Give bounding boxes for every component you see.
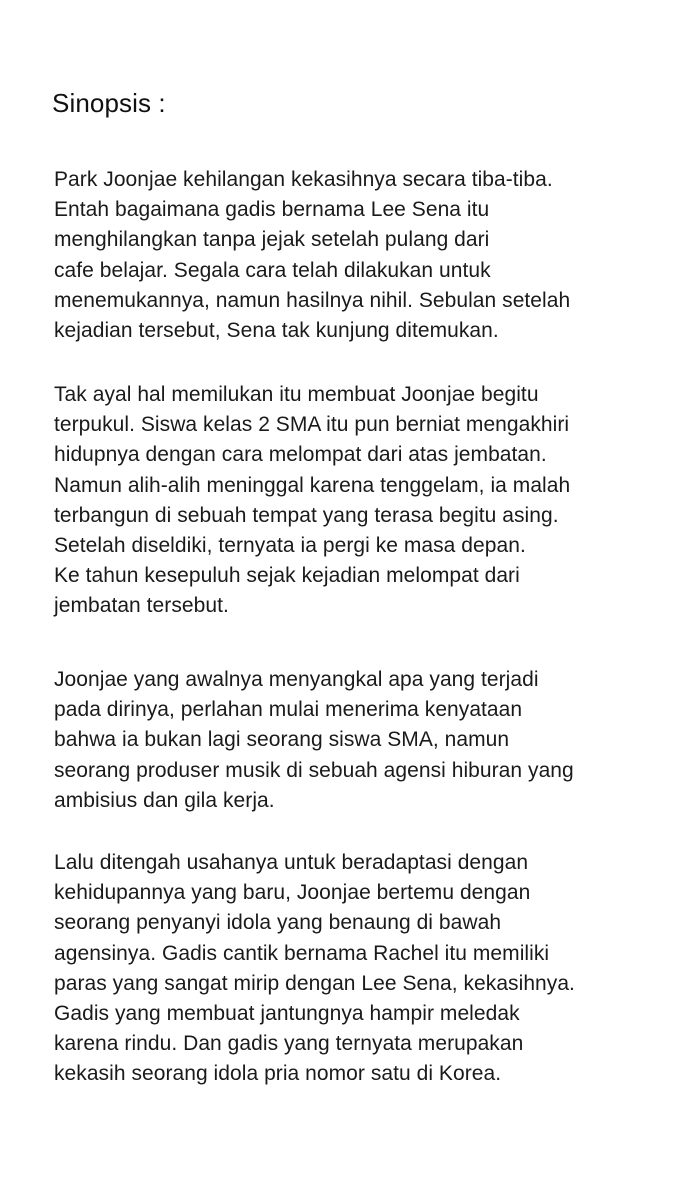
paragraph-line: agensinya. Gadis cantik bernama Rachel itu memiliki [54,941,550,965]
paragraph-line: Park Joonjae kehilangan kekasihnya secara tiba-tiba. [54,168,553,191]
paragraph-line: seorang penyanyi idola yang benaung di bawah [54,911,502,935]
paragraph-line: Tak ayal hal memilukan itu membuat Joonjae begitu [54,383,539,406]
paragraph-line: menemukannya, namun hasilnya nihil. Sebulan setelah [54,288,571,312]
paragraph-line: jembatan tersebut. [54,594,229,618]
paragraph-line: seorang produser musik di sebuah agensi hiburan yang [54,758,574,782]
paragraph-line: menghilangkan tanpa jejak setelah pulang dari [54,228,490,252]
synopsis-paragraph-2 [54,380,570,622]
paragraph-line: cafe belajar. Segala cara telah dilakukan untuk [54,258,491,282]
paragraph-line: Entah bagaimana gadis bernama Lee Sena itu [54,198,490,222]
paragraph-line: kejadian tersebut, Sena tak kunjung ditemukan. [54,319,499,343]
paragraph-line: Setelah diseldiki, ternyata ia pergi ke masa depan. [54,534,526,558]
paragraph-line: terpukul. Siswa kelas 2 SMA itu pun berniat mengakhiri [54,413,570,437]
paragraph-line: Namun alih-alih meninggal karena tenggelam, ia malah [54,473,571,497]
synopsis-paragraph-1 [54,165,570,346]
paragraph-line: Joonjae yang awalnya menyangkal apa yang terjadi [54,668,539,691]
paragraph-line: hidupnya dengan cara melompat dari atas jembatan. [54,443,547,467]
paragraph-line: kekasih seorang idola pria nomor satu di Korea. [54,1062,502,1086]
paragraph-line: terbangun di sebuah tempat yang terasa begitu asing. [54,503,559,527]
page-title: Sinopsis : [52,88,166,118]
paragraph-line: Ke tahun kesepuluh sejak kejadian melompat dari [54,564,520,588]
synopsis-paragraph-4 [54,848,575,1090]
paragraph-line: bahwa ia bukan lagi seorang siswa SMA, namun [54,728,510,752]
paragraph-line: Gadis yang membuat jantungnya hampir meledak [54,1002,520,1026]
paragraph-line: kehidupannya yang baru, Joonjae bertemu dengan [54,881,531,905]
paragraph-line: pada dirinya, perlahan mulai menerima kenyataan [54,698,523,722]
paragraph-line: Lalu ditengah usahanya untuk beradaptasi dengan [54,851,529,874]
paragraph-line: ambisius dan gila kerja. [54,788,275,812]
paragraph-line: karena rindu. Dan gadis yang ternyata merupakan [54,1032,524,1056]
synopsis-paragraph-3 [54,665,574,816]
paragraph-line: paras yang sangat mirip dengan Lee Sena, kekasihnya. [54,971,575,995]
